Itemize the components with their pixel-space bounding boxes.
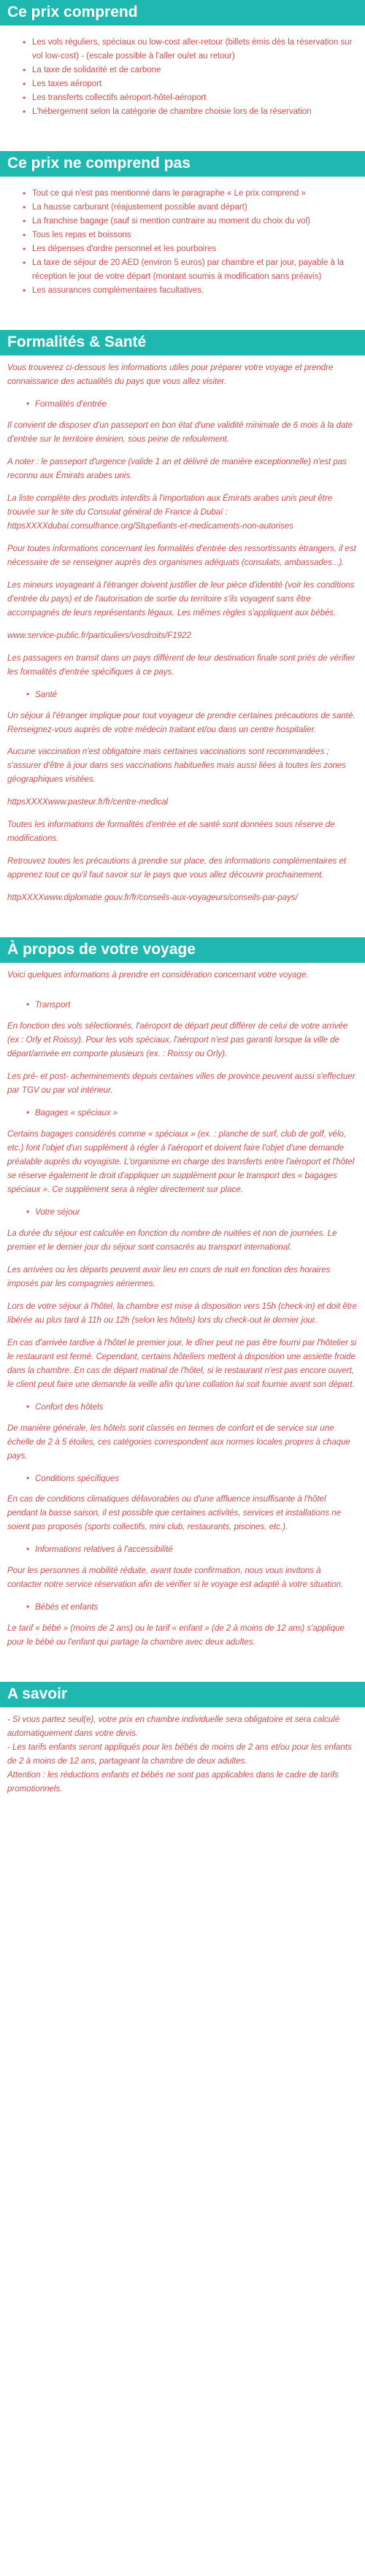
paragraph: Les passagers en transit dans un pays différent de leur destination finale sont priés de vérifier les formalités d'entrée spécifiques à ce pays. <box>7 653 356 677</box>
paragraph: Les mineurs voyageant à l'étranger doivent justifier de leur pièce d'identité (voir les conditions d'entrée du pays) et de l'autorisation de sortie du territoire s'ils voyagent sans être accompagnés de leurs représentants légaux. Les mêmes règles s'appliquent aux bébés. <box>7 580 355 618</box>
subheading-conditions-specifiques: • Conditions spécifiques <box>7 1472 358 1486</box>
paragraph: Voici quelques informations à prendre en considération concernant votre voyage. <box>7 971 309 980</box>
pasteur-link[interactable]: httpsXXXXwww.pasteur.fr/fr/centre-medical <box>7 798 169 807</box>
list-prix-ne-comprend-pas <box>7 187 358 298</box>
paragraph: Certains bagages considérés comme « spéciaux » (ex. : planche de surf, club de golf, vélo, etc.) font l'objet d'un supplément à régler à l'aéroport et doivent faire l'objet d'une demande préalable auprès du voyagiste. L'organisme en charge des transferts entre l'aéroport et l'hôtel se réserve également le droit d'appliquer un supplément pour le transport des « bagages spéciaux ». Ce supplément sera à régler directement sur place. <box>7 1130 355 1194</box>
section-body-formalites-sante <box>0 355 365 905</box>
subheading-bagages-speciaux: • Bagages « spéciaux » <box>7 1107 358 1120</box>
list-item: • Les vols réguliers, spéciaux ou low-cost aller-retour (billets émis dès la réservation sur vol low-cost) - (escale possible à l'aller ou/et au retour) <box>32 36 358 64</box>
section-title-prix-comprend: Ce prix comprend <box>0 0 365 26</box>
paragraph: La durée du séjour est calculée en fonction du nombre de nuitées et non de journées. Le premier et le dernier jour du séjour sont consacrés au transport international. <box>7 1229 337 1252</box>
paragraph: Vous trouverez ci-dessous les informations utiles pour préparer votre voyage et prendre connaissance des actualités du pays que vous allez visiter. <box>7 364 334 387</box>
list-item: • Tous les repas et boissons <box>32 228 358 242</box>
section-title-a-propos-voyage: À propos de votre voyage <box>0 937 365 963</box>
paragraph: Attention : les réductions enfants et bébés ne sont pas applicables dans le cadre de tarifs promotionnels. <box>7 1771 339 1794</box>
paragraph: - Si vous partez seul(e), votre prix en chambre individuelle sera obligatoire et sera calculé automatiquement dans votre devis. <box>7 1715 340 1739</box>
list-item: • La taxe de séjour de 20 AED (environ 5 euros) par chambre et par jour, payable à la réception le jour de votre départ (montant soumis à modification sans préavis) <box>32 256 358 284</box>
paragraph: - Les tarifs enfants seront appliqués pour les bébés de moins de 2 ans et/ou pour les enfants de 2 à moins de 12 ans, partageant la chambre de deux adultes. <box>7 1743 352 1766</box>
paragraph: Un séjour à l'étranger implique pour tout voyageur de prendre certaines précautions de santé. Renseignez-vous auprès de votre médecin traitant et/ou dans un centre hospitalier. <box>7 711 356 734</box>
list-item: • Les dépenses d'ordre personnel et les pourboires <box>32 242 358 256</box>
subheading-transport: • Transport <box>7 999 358 1012</box>
section-body-prix-ne-comprend-pas <box>0 177 365 298</box>
section-body-prix-comprend <box>0 26 365 119</box>
paragraph: Lors de votre séjour à l'hôtel, la chambre est mise à disposition vers 15h (check-in) et doit être libérée au plus tard à 11h ou 12h (selon les hôtels) lors du check-out le dernier jour. <box>7 1302 358 1325</box>
paragraph: De manière générale, les hôtels sont classés en termes de confort et de service sur une échelle de 2 à 5 étoiles, ces catégories correspondent aux normes locales propres à chaque pays. <box>7 1423 350 1461</box>
subheading-votre-sejour: • Votre séjour <box>7 1206 358 1220</box>
paragraph: Les arrivées ou les départs peuvent avoir lieu en cours de nuit en fonction des horaires imposés par les compagnies aériennes. <box>7 1265 331 1288</box>
list-prix-comprend <box>7 36 358 119</box>
section-title-formalites-sante: Formalités & Santé <box>0 330 365 355</box>
list-item: • Tout ce qui n'est pas mentionné dans le paragraphe « Le prix comprend » <box>32 187 358 201</box>
section-body-a-savoir <box>0 1707 365 1796</box>
paragraph: Toutes les informations de formalités d'entrée et de santé sont données sous réserve de modifications. <box>7 820 335 844</box>
paragraph: En cas de conditions climatiques défavorables ou d'une affluence insuffisante à l'hôtel pendant la basse saison, il est possible que certaines activités, services et installations ne soient pas proposés (sports collectifs, mini club, restaurants, piscines, etc.). <box>7 1495 342 1532</box>
list-item: • Les transferts collectifs aéroport-hôtel-aéroport <box>32 91 358 105</box>
subheading-sante: • Santé <box>7 688 358 702</box>
paragraph: Pour toutes informations concernant les formalités d'entrée des ressortissants étrangers, il est nécessaire de se renseigner auprès des organismes adéquats (consulats, ambassades...). <box>7 544 356 567</box>
service-public-link[interactable]: www.service-public.fr/particuliers/vosdroits/F1922 <box>7 631 191 640</box>
paragraph: Les pré- et post- acheminements depuis certaines villes de province peuvent aussi s'effectuer par TGV ou par vol intérieur. <box>7 1072 356 1096</box>
subheading-confort-hotels: • Confort des hôtels <box>7 1401 358 1415</box>
paragraph: La liste complète des produits interdits à l'importation aux Émirats arabes unis peut être trouvée sur le site du Consulat général de France à Dubaï : httpsXXXXdubai.consulfrance.org/Stupefiants-et-medicaments-non-autorises <box>7 493 333 531</box>
list-item: • L'hébergement selon la catégorie de chambre choisie lors de la réservation <box>32 105 358 119</box>
section-title-prix-ne-comprend-pas: Ce prix ne comprend pas <box>0 151 365 177</box>
paragraph: A noter : le passeport d'urgence (valide 1 an et délivré de manière exceptionnelle) n'est pas reconnu aux Émirats arabes unis. <box>7 457 347 480</box>
paragraph: Il convient de disposer d'un passeport en bon état d'une validité minimale de 6 mois à la date d'entrée sur le territoire émirien, sous peine de refoulement. <box>7 421 353 444</box>
diplomatie-link[interactable]: httpXXXXwww.diplomatie.gouv.fr/fr/conseils-aux-voyageurs/conseils-par-pays/ <box>7 893 298 903</box>
list-item: • La taxe de solidarité et de carbone <box>32 64 358 77</box>
section-title-a-savoir: A savoir <box>0 1682 365 1707</box>
paragraph: Le tarif « bébé » (moins de 2 ans) ou le tarif « enfant » (de 2 à moins de 12 ans) s'applique pour le bébé ou l'enfant qui partage la chambre avec deux adultes. <box>7 1624 345 1648</box>
subheading-bebes-enfants: • Bébés et enfants <box>7 1601 358 1615</box>
section-body-a-propos-voyage <box>0 963 365 1650</box>
paragraph: Retrouvez toutes les précautions à prendre sur place, des informations complémentaires et apprenez tout ce qu'il faut savoir sur le pays que vous allez découvrir prochainement. <box>7 857 347 880</box>
list-item: • Les taxes aéroport <box>32 77 358 91</box>
paragraph: En fonction des vols sélectionnés, l'aéroport de départ peut différer de celui de votre arrivée (ex : Orly et Roissy). Pour les vols spéciaux, l'aéroport n'est pas garanti lorsque la ville de départ/arrivée en comporte plusieurs (ex. : Roissy ou Orly). <box>7 1022 348 1059</box>
list-item: • Les assurances complémentaires facultatives. <box>32 284 358 298</box>
paragraph: Pour les personnes à mobilité réduite, avant toute confirmation, nous vous invitons à contacter notre service réservation afin de vérifier si le voyage est adapté à votre situation. <box>7 1566 344 1590</box>
paragraph: Aucune vaccination n'est obligatoire mais certaines vaccinations sont recommandées ; s'assurer d'être à jour dans ses vaccinations habituelles mais aussi liées à toutes les zones géographiques visitées. <box>7 747 346 785</box>
subheading-accessibilite: • Informations relatives à l'accessibilité <box>7 1543 358 1557</box>
subheading-formalites-entree: • Formalités d'entrée <box>7 398 358 412</box>
list-item: • La hausse carburant (réajustement possible avant départ) <box>32 201 358 215</box>
paragraph: En cas d'arrivée tardive à l'hôtel le premier jour, le dîner peut ne pas être fourni par l'hôtelier si le restaurant est fermé. Cependant, certains hôteliers mettent à disposition une assiette froide dans la chambre. En cas de départ matinal de l'hôtel, si le restaurant n'est pas encore ouvert, le client peut faire une demande la veille afin qu'une collation lui soit fournie avant son départ. <box>7 1338 357 1389</box>
list-item: • La franchise bagage (sauf si mention contraire au moment du choix du vol) <box>32 215 358 228</box>
